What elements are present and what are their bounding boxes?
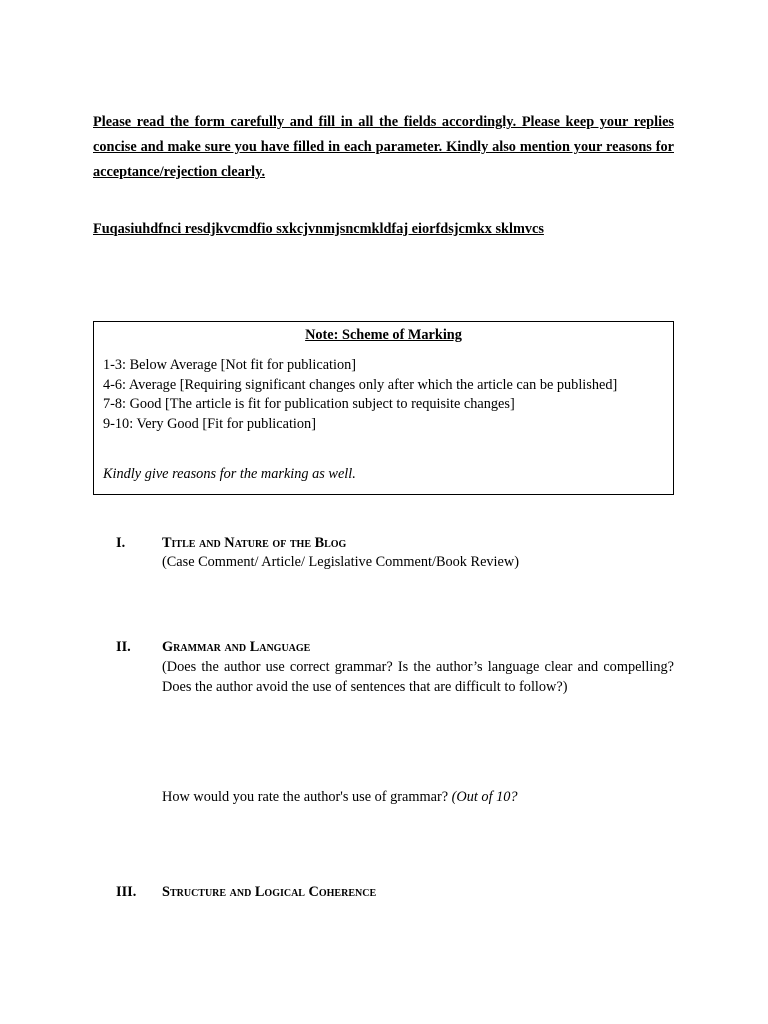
section-title: Grammar and Language (162, 639, 311, 655)
note-title: Note: Scheme of Marking (305, 327, 462, 343)
section-number: II. (116, 639, 131, 655)
form-instructions: Please read the form carefully and fill in all the fields accordingly. Please keep your replies concise and make sure you have filled in each parameter. Kindly also mention your reasons for acceptance/rejection clearly. (93, 114, 674, 180)
reference-line: Fuqasiuhdfnci resdjkvcmdfio sxkcjvnmjsncmkldfaj eiorfdsjcmkx sklmvcs (93, 221, 544, 237)
marking-scale-item: 4-6: Average [Requiring significant changes only after which the article can be published] (103, 376, 618, 393)
marking-scale-item: 9-10: Very Good [Fit for publication] (103, 415, 316, 432)
note-footer: Kindly give reasons for the marking as well. (103, 466, 356, 482)
question-text: How would you rate the author's use of grammar? (162, 789, 449, 805)
section-number: I. (116, 535, 126, 551)
marking-scale-list (103, 356, 669, 434)
section-number: III. (116, 884, 137, 900)
section-description: (Case Comment/ Article/ Legislative Comment/Book Review) (162, 554, 519, 570)
section-title: Structure and Logical Coherence (162, 884, 377, 900)
section-title: Title and Nature of the Blog (162, 535, 347, 551)
grammar-rating-question (162, 787, 518, 807)
question-hint: (Out of 10? (451, 789, 518, 805)
marking-scale-item: 1-3: Below Average [Not fit for publication] (103, 357, 357, 373)
section-description: (Does the author use correct grammar? Is the author’s language clear and compelling? Does the author avoid the use of sentences that are difficult to follow?) (162, 659, 674, 695)
marking-scheme-note (93, 321, 674, 495)
marking-scale-item: 7-8: Good [The article is fit for publication subject to requisite changes] (103, 396, 515, 412)
